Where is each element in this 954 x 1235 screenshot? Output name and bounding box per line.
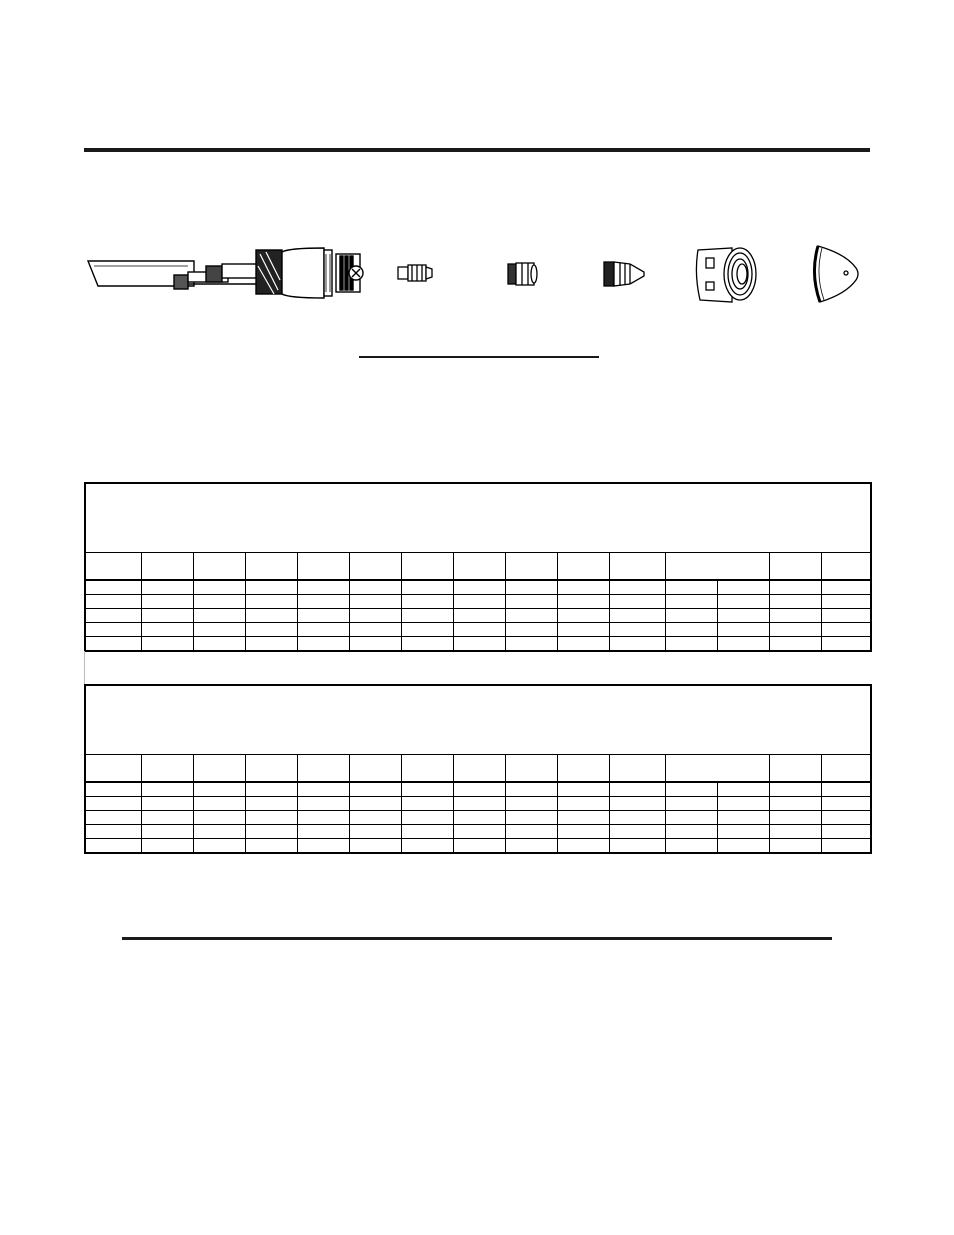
table-row: [85, 839, 871, 854]
table-row: [85, 825, 871, 839]
table-row: [85, 609, 871, 623]
table-separator: [84, 651, 871, 684]
section-rule-2: [122, 937, 832, 940]
table-row: [85, 623, 871, 637]
table-header-row: [85, 553, 871, 581]
data-table-1: [84, 482, 872, 652]
table-row: [85, 797, 871, 811]
table-row: [85, 580, 871, 595]
table-row: [85, 637, 871, 652]
table-row: [85, 782, 871, 797]
table-header-row: [85, 755, 871, 783]
data-table-2: [84, 684, 872, 854]
shield-cup-body-icon: [696, 248, 756, 302]
torch-parts-illustration: [84, 236, 870, 312]
parts-drawing: [84, 236, 870, 312]
start-cartridge-icon: [508, 263, 537, 285]
table-title-row: [85, 685, 871, 755]
top-rule: [84, 148, 870, 152]
shield-cap-icon: [814, 246, 858, 302]
torch-body-icon: [88, 248, 363, 298]
electrode-icon: [398, 265, 432, 281]
table-title-row: [85, 483, 871, 553]
table-row: [85, 595, 871, 609]
tip-icon: [604, 262, 644, 286]
table-row: [85, 811, 871, 825]
section-rule-1: [359, 356, 599, 358]
